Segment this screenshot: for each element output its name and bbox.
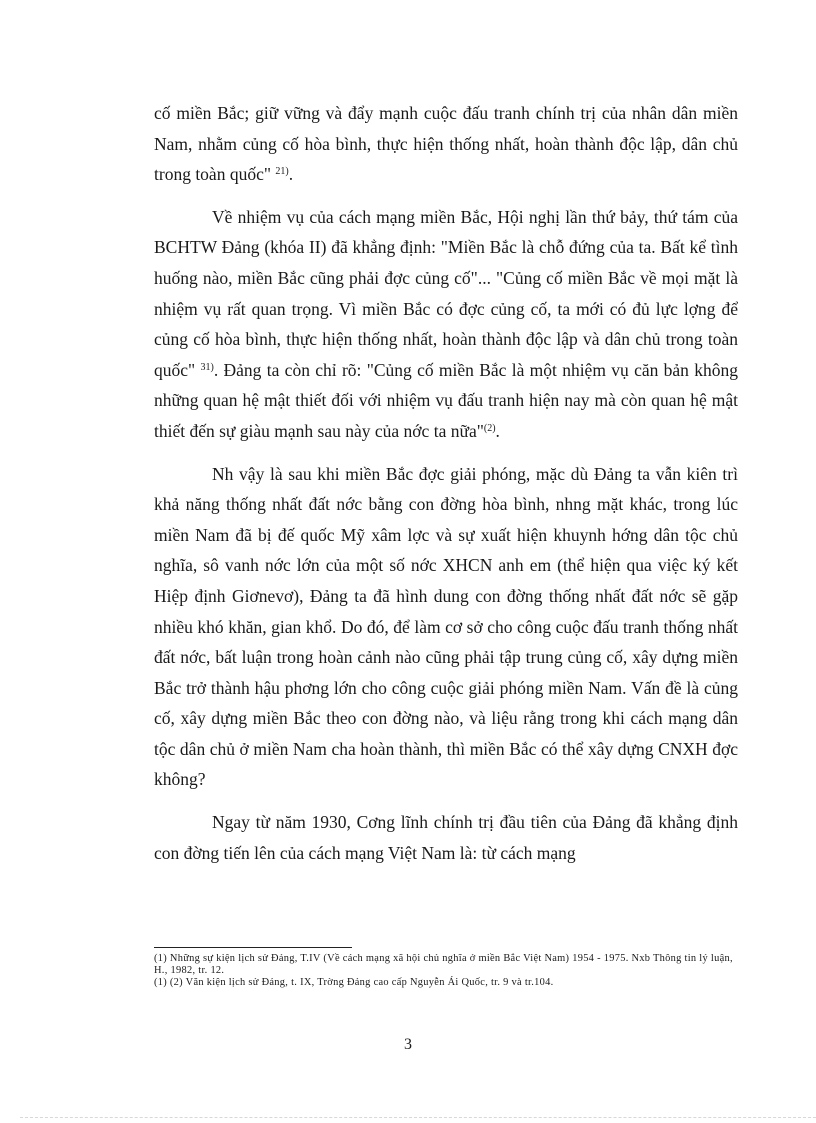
paragraph-1 [154,98,738,190]
footnote-2: (1) (2) Văn kiện lịch sử Đảng, t. IX, Trờng Đảng cao cấp Nguyễn Ái Quốc, tr. 9 và tr.104. [154,976,554,988]
paragraph-2-text-continued: . Đảng ta còn chỉ rõ: "Củng cố miền Bắc là một nhiệm vụ căn bản không những quan hệ mật thiết đối với nhiệm vụ đấu tranh hiện nay mà còn quan hệ mật thiết đến sự giàu mạnh sau này của nớc ta nữa" [154,359,738,441]
paragraph-3-text: Nh vậy là sau khi miền Bắc đợc giải phóng, mặc dù Đảng ta vẫn kiên trì khả năng thống nhất đất nớc bằng con đờng hòa bình, nhng mặt khác, trong lúc miền Nam đã bị đế quốc Mỹ xâm lợc và sự xuất hiện khuynh hớng dân tộc chủ nghĩa, sô vanh nớc lớn của một số nớc XHCN anh em (thể hiện qua việc ký kết Hiệp định Giơnevơ), Đảng ta đã hình dung con đờng thống nhất đất nớc sẽ gặp nhiều khó khăn, gian khổ. Do đó, để làm cơ sở cho công cuộc đấu tranh thống nhất đất nớc, bất luận trong hoàn cảnh nào cũng phải tập trung củng cố, xây dựng miền Bắc trở thành hậu phơng lớn cho công cuộc giải phóng miền Nam. Vấn đề là củng cố, xây dựng miền Bắc theo con đờng nào, và liệu rằng trong khi cách mạng dân tộc dân chủ ở miền Nam cha hoàn thành, thì miền Bắc có thể xây dựng CNXH đợc không? [154,463,738,790]
paragraph-2-tail: . [495,420,500,441]
paragraph-2-text: Về nhiệm vụ của cách mạng miền Bắc, Hội nghị lần thứ bảy, thứ tám của BCHTW Đảng (khóa II) đã khẳng định: "Miền Bắc là chỗ đứng của ta. Bất kể tình huống nào, miền Bắc cũng phải đợc củng cố"... "Củng cố miền Bắc về mọi mặt là nhiệm vụ rất quan trọng. Vì miền Bắc có đợc củng cố, ta mới có đủ lực lợng để củng cố hòa bình, thực hiện thống nhất, hoàn thành độc lập và dân chủ trong toàn quốc" [154,206,738,380]
footnotes [154,953,740,988]
page-number: 3 [404,1036,412,1053]
body-text [154,98,738,880]
page-break-line [20,1117,816,1118]
paragraph-1-tail: . [288,164,294,185]
paragraph-2 [154,202,738,447]
footnote-separator [154,947,352,948]
reference-31: 31) [200,361,214,373]
paragraph-4-text: Ngay từ năm 1930, Cơng lĩnh chính trị đầu tiên của Đảng đã khẳng định con đờng tiến lên của cách mạng Việt Nam là: từ cách mạng [154,812,738,863]
paragraph-1-text: cố miền Bắc; giữ vững và đẩy mạnh cuộc đấu tranh chính trị của nhân dân miền Nam, nhằm củng cố hòa bình, thực hiện thống nhất, hoàn thành độc lập, dân chủ trong toàn quốc" [154,103,738,185]
reference-21: 21) [275,166,289,178]
paragraph-4 [154,807,738,868]
paragraph-3 [154,459,738,796]
footnote-1: (1) Những sự kiện lịch sử Đảng, T.IV (Về cách mạng xã hội chủ nghĩa ở miền Bắc Việt Nam) 1954 - 1975. Nxb Thông tin lý luận, H., 1982, tr. 12. [154,953,733,976]
reference-2: (2) [483,422,496,434]
